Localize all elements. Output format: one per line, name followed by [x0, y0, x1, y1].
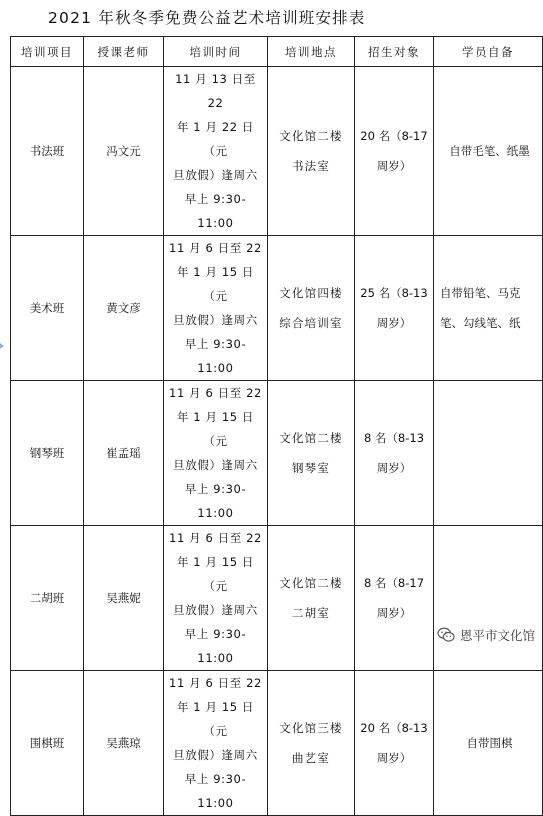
table-row — [11, 381, 543, 526]
audience-cell — [355, 526, 434, 671]
time-line: 旦放假）逢周六 — [173, 458, 258, 472]
project-cell: 美术班 — [11, 236, 84, 381]
audience-cell — [355, 236, 434, 381]
wechat-icon — [437, 627, 455, 643]
schedule-table-wrapper — [10, 36, 542, 810]
time-line: 11 月 6 日至 22 — [169, 386, 262, 400]
audience-line: 8 名（8-17 — [363, 576, 425, 590]
audience-line: 8 名（8-13 — [363, 431, 425, 445]
location-line: 钢琴室 — [291, 461, 331, 475]
time-line: 旦放假）逢周六 — [173, 168, 258, 182]
supplies-cell — [434, 236, 543, 381]
teacher-cell: 吴燕琼 — [84, 671, 164, 816]
time-cell — [164, 671, 268, 816]
time-line: 旦放假）逢周六 — [173, 603, 258, 617]
location-line: 文化馆三楼 — [279, 721, 343, 735]
teacher-cell: 黄文彦 — [84, 236, 164, 381]
header-cell: 授课老师 — [84, 37, 164, 67]
supplies-line: 自带铅笔、马克 — [440, 286, 521, 300]
location-cell — [268, 67, 355, 236]
location-line: 文化馆二楼 — [279, 431, 343, 445]
location-line: 文化馆二楼 — [279, 129, 343, 143]
audience-cell — [355, 671, 434, 816]
audience-line: 20 名（8-17 — [360, 129, 428, 143]
audience-line: 周岁） — [376, 461, 412, 475]
project-cell: 钢琴班 — [11, 381, 84, 526]
location-line: 文化馆二楼 — [279, 576, 343, 590]
location-line: 曲艺室 — [291, 751, 331, 765]
location-line: 二胡室 — [291, 606, 331, 620]
time-line: 旦放假）逢周六 — [173, 748, 258, 762]
supplies-cell — [434, 67, 543, 236]
time-line: 11 月 13 日至 22 — [175, 72, 256, 110]
header-cell: 学员自备 — [434, 37, 543, 67]
time-line: 早上 9:30-11:00 — [184, 482, 247, 520]
supplies-line: 自带毛笔、纸墨 — [449, 144, 530, 158]
header-cell: 培训时间 — [164, 37, 268, 67]
header-cell: 培训地点 — [268, 37, 355, 67]
table-header-row — [11, 37, 543, 67]
supplies-cell — [434, 381, 543, 526]
time-line: 年 1 月 15 日（元 — [176, 700, 255, 738]
time-line: 早上 9:30-11:00 — [184, 627, 247, 665]
time-line: 早上 9:30-11:00 — [184, 192, 247, 230]
supplies-cell — [434, 671, 543, 816]
supplies-line: 笔、勾线笔、纸 — [440, 316, 521, 330]
audience-line: 周岁） — [376, 751, 412, 765]
location-line: 书法室 — [291, 159, 331, 173]
supplies-line: 自带围棋 — [466, 736, 513, 750]
table-row — [11, 526, 543, 671]
time-line: 早上 9:30-11:00 — [184, 772, 247, 810]
time-cell — [164, 526, 268, 671]
time-line: 旦放假）逢周六 — [173, 313, 258, 327]
time-line: 早上 9:30-11:00 — [184, 337, 247, 375]
audience-line: 25 名（8-13 — [360, 286, 428, 300]
audience-line: 20 名（8-13 — [360, 721, 428, 735]
supplies-cell — [434, 526, 543, 671]
project-cell: 围棋班 — [11, 671, 84, 816]
audience-line: 周岁） — [376, 606, 412, 620]
location-line: 文化馆四楼 — [279, 286, 343, 300]
row-marker-icon — [0, 343, 4, 349]
audience-cell — [355, 67, 434, 236]
teacher-cell: 冯文元 — [84, 67, 164, 236]
location-line: 综合培训室 — [279, 316, 343, 330]
time-line: 年 1 月 15 日（元 — [176, 555, 255, 593]
project-cell: 书法班 — [11, 67, 84, 236]
audience-cell — [355, 381, 434, 526]
table-row — [11, 236, 543, 381]
table-row — [11, 67, 543, 236]
time-cell — [164, 236, 268, 381]
header-cell: 培训项目 — [11, 37, 84, 67]
time-cell — [164, 381, 268, 526]
audience-line: 周岁） — [376, 159, 412, 173]
header-cell: 招生对象 — [355, 37, 434, 67]
teacher-cell: 崔孟瑶 — [84, 381, 164, 526]
time-line: 年 1 月 15 日（元 — [176, 410, 255, 448]
location-cell — [268, 381, 355, 526]
watermark — [435, 625, 537, 645]
time-line: 11 月 6 日至 22 — [169, 241, 262, 255]
time-line: 11 月 6 日至 22 — [169, 531, 262, 545]
project-cell: 二胡班 — [11, 526, 84, 671]
time-line: 11 月 6 日至 22 — [169, 676, 262, 690]
watermark-text: 恩平市文化馆 — [459, 628, 535, 643]
audience-line: 周岁） — [376, 316, 412, 330]
location-cell — [268, 671, 355, 816]
location-cell — [268, 526, 355, 671]
teacher-cell: 吴燕妮 — [84, 526, 164, 671]
schedule-table — [10, 36, 543, 816]
page-title: 2021 年秋冬季免费公益艺术培训班安排表 — [48, 9, 366, 27]
time-cell — [164, 67, 268, 236]
time-line: 年 1 月 15 日（元 — [176, 265, 255, 303]
time-line: 年 1 月 22 日（元 — [176, 120, 255, 158]
location-cell — [268, 236, 355, 381]
table-row — [11, 671, 543, 816]
